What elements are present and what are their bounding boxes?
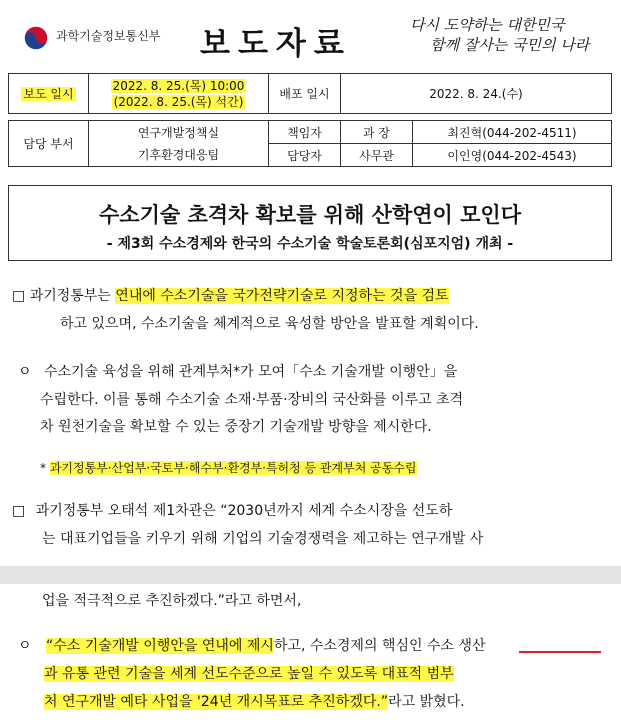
subtitle: - 제3회 수소경제와 한국의 수소기술 학술토론회(심포지엄) 개최 - (106, 236, 514, 252)
p4-line-3-end: 라고 밝혔다. (388, 694, 465, 710)
p2-line-1-text: 수소기술 육성을 위해 관계부처*가 모여「수소 기술개발 이행안」을 (43, 364, 458, 380)
paragraph-4-line-1 (18, 633, 486, 659)
p4-line-2-text: 과 유통 관련 기술을 세계 선도수준으로 높일 수 있도록 대표적 범부 (44, 666, 454, 682)
staff-contact: 이인영(044-202-4543) (413, 144, 612, 167)
circle-bullet: ㅇ (18, 638, 32, 654)
square-bullet: □ (12, 288, 26, 304)
release-date-1: 2022. 8. 25.(목) 10:00 (112, 78, 245, 93)
responsible-label: 책임자 (269, 121, 341, 144)
staff-title: 사무관 (341, 144, 413, 167)
distribution-date: 2022. 8. 24.(수) (341, 74, 612, 114)
release-label-cell (9, 74, 89, 114)
department-2: 기후환경대응팀 (89, 144, 269, 167)
paragraph-2-line-3: 차 원천기술을 확보할 수 있는 중장기 기술개발 방향을 제시한다. (40, 419, 432, 435)
paragraph-1-line-1 (12, 283, 449, 309)
paragraph-3-line-3: 업을 적극적으로 추진하겠다.”라고 하면서, (42, 593, 302, 609)
footnote (40, 459, 417, 476)
title-box (8, 185, 612, 261)
responsible-contact: 최진혁(044-202-4511) (413, 121, 612, 144)
p4-highlight-a: “수소 기술개발 이행안을 연내에 제시 (45, 638, 274, 654)
contacts-table (8, 120, 612, 167)
release-info-table (8, 73, 612, 114)
footnote-star: * (40, 461, 46, 475)
p4-line-3-highlight: 처 연구개발 예타 사업을 '24년 개시목표로 추진하겠다.” (44, 694, 389, 710)
staff-label: 담당자 (269, 144, 341, 167)
p1-highlight: 연내에 수소기술을 국가전략기술로 지정하는 것을 검토 (115, 288, 449, 304)
slogan-line-1: 다시 도약하는 대한민국 (410, 16, 565, 34)
square-bullet: □ (12, 503, 26, 519)
department-label: 담당 부서 (9, 121, 89, 167)
paragraph-1-line-2: 하고 있으며, 수소기술을 체계적으로 육성할 방안을 발표할 계획이다. (60, 316, 479, 332)
release-date-2: (2022. 8. 25.(목) 석간) (113, 94, 244, 109)
government-logo-icon (24, 26, 48, 50)
p4-underlined: 수소 생산 (426, 638, 486, 654)
ministry-name: 과학기술정보통신부 (56, 29, 161, 43)
responsible-title: 과 장 (341, 121, 413, 144)
paragraph-4-line-2 (44, 661, 454, 687)
paragraph-3-line-2: 는 대표기업들을 키우기 위해 기업의 기술경쟁력을 제고하는 연구개발 사 (42, 531, 484, 547)
distribution-label: 배포 일시 (269, 74, 341, 114)
p1-text-a: 과기정통부는 (29, 288, 116, 304)
paragraph-2-line-1 (18, 359, 457, 385)
paragraph-3-line-1 (12, 498, 452, 524)
page-break-band (0, 566, 621, 584)
release-date-cell (89, 74, 269, 114)
main-title: 수소기술 초격차 확보를 위해 산학연이 모인다 (99, 203, 521, 227)
paragraph-2-line-2: 수립한다. 이를 통해 수소기술 소재·부품·장비의 국산화를 이루고 초격 (40, 392, 464, 408)
p3-line-1-text: 과기정통부 오태석 제1차관은 “2030년까지 세계 수소시장을 선도하 (35, 503, 453, 519)
circle-bullet: ㅇ (18, 364, 32, 380)
slogan-line-2: 함께 잘사는 국민의 나라 (430, 36, 590, 54)
release-label: 보도 일시 (23, 87, 74, 101)
red-underline (519, 651, 601, 653)
paragraph-4-line-3 (44, 689, 465, 715)
department-1: 연구개발정책실 (89, 121, 269, 144)
press-release-headline: 보도자료 (200, 26, 352, 62)
footnote-text: 과기정통부·산업부·국토부·해수부·환경부·특허청 등 관계부처 공동수립 (49, 461, 417, 475)
p4-text-b: 하고, 수소경제의 핵심인 (273, 638, 427, 654)
